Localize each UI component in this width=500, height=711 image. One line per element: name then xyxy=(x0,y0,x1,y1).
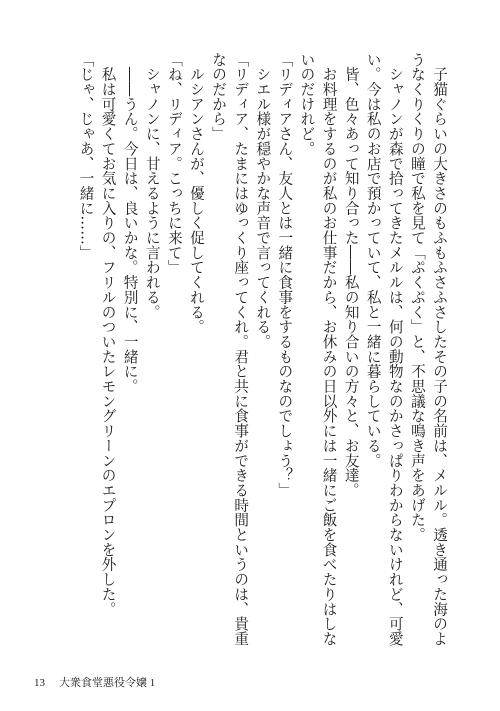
paragraph: 私は可愛くてお気に入りの、フリルのついたレモングリーンのエプロンを外した。 xyxy=(99,52,117,617)
paragraph: シエル様が穏やかな声音で言ってくれる。 xyxy=(254,52,272,349)
paragraph: 「じゃ、じゃあ、一緒に……」 xyxy=(77,52,95,260)
paragraph: お料理をするのが私のお仕事だから、お休みの日以外には一緒にご飯を食べたりはしないのだけれど。 xyxy=(298,52,338,646)
paragraph: ――うん。今日は、良いかな。特別に、一緒に。 xyxy=(121,52,139,394)
running-title: 大衆食堂悪役令嬢 1 xyxy=(59,677,156,689)
paragraph: 「リディア、たまにはゆっくり座ってくれ。君と共に食事ができる時間というのは、貴重なのだから」 xyxy=(210,52,250,646)
paragraph: 「ね、リディア。こっちに来て」 xyxy=(165,52,183,275)
vertical-text-body xyxy=(58,52,450,650)
paragraph: ルシアンさんが、優しく促してくれる。 xyxy=(187,52,205,335)
paragraph: 皆、色々あって知り合った――私の知り合いの方々と、お友達。 xyxy=(342,52,360,498)
page-footer xyxy=(34,674,155,690)
paragraph: 子猫ぐらいの大きさのもふもふさふさしたその子の名前は、メルル。透き通った海のようなくりくりの瞳で私を見て「ぷくぷく」と、不思議な鳴き声をあげた。 xyxy=(408,52,448,646)
paragraph: シャノンが森で拾ってきたメルルは、何の動物なのかさっぱりわからないけれど、可愛い。今は私のお店で預かっていて、私と一緒に暮らしている。 xyxy=(364,52,404,646)
paragraph: シャノンに、甘えるように言われる。 xyxy=(143,52,161,320)
paragraph: 「リディアさん、友人とは一緒に食事をするものなのでしょう？」 xyxy=(276,52,294,498)
page-number: 13 xyxy=(34,677,45,689)
